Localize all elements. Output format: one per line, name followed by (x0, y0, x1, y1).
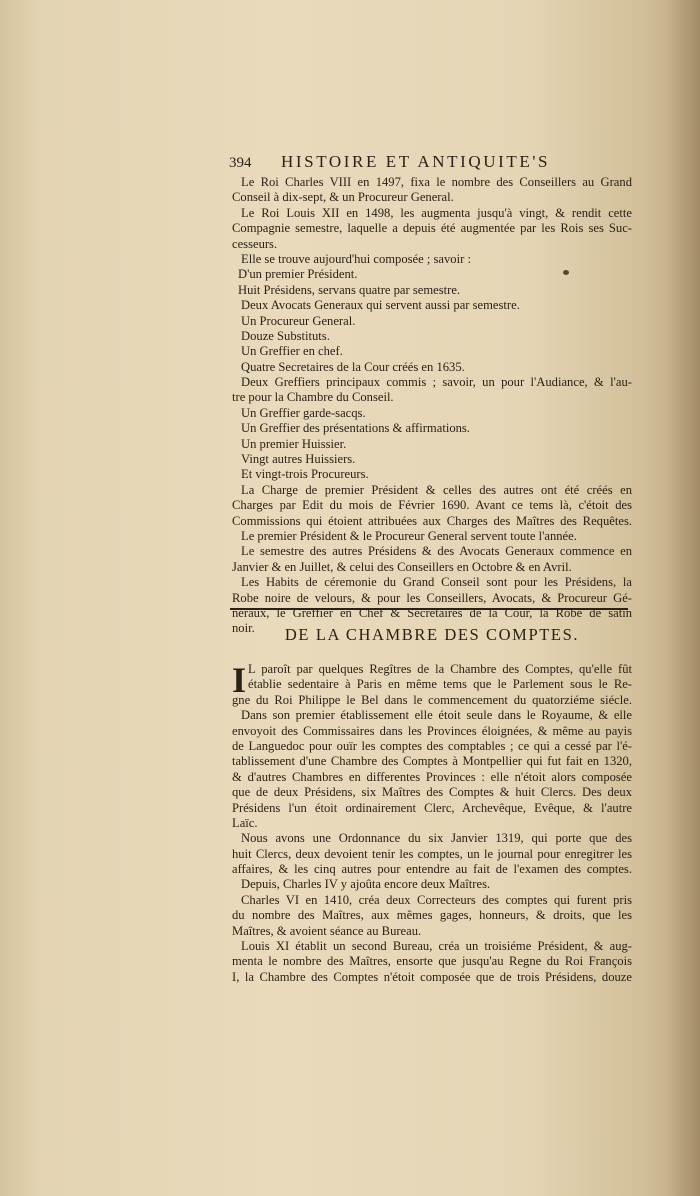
text-line: établie sedentaire à Paris en même tems que le Parlement sous le Re- (248, 677, 632, 692)
lower-rest-lines (232, 693, 632, 985)
text-line: Le semestre des autres Présidens & des Avocats Generaux commence en (241, 544, 632, 559)
text-line: Maîtres, & avoient séance au Bureau. (232, 923, 422, 938)
text-line: Quatre Secretaires de la Cour créés en 1635. (241, 359, 465, 374)
text-line: noir. (232, 621, 255, 636)
text-line: Et vingt-trois Procureurs. (241, 467, 369, 482)
text-line: Depuis, Charles IV y ajoûta encore deux Maîtres. (241, 877, 491, 892)
upper-text-block (232, 175, 632, 637)
text-line: tre pour la Chambre du Conseil. (232, 390, 394, 405)
drop-cap: I (232, 660, 247, 700)
ink-spot (563, 270, 569, 275)
page-number: 394 (229, 155, 252, 171)
lower-text-block (232, 662, 632, 985)
text-line: Un Greffier des présentations & affirmations. (241, 421, 470, 436)
text-line: Vingt autres Huissiers. (241, 452, 356, 467)
text-line: Conseil à dix-sept, & un Procureur General. (232, 190, 454, 205)
text-line: que de deux Présidens, six Maîtres des Comptes & huit Clercs. Des deux (232, 785, 632, 800)
text-line: Huit Présidens, servans quatre par semestre. (238, 282, 461, 297)
text-line: Deux Greffiers principaux commis ; savoir, un pour l'Audiance, & l'au- (241, 375, 632, 390)
text-line: Le Roi Charles VIII en 1497, fixa le nombre des Conseillers au Grand (241, 175, 632, 189)
text-line: Un Greffier garde-sacqs. (241, 405, 366, 420)
text-line: Deux Avocats Generaux qui servent aussi par semestre. (241, 298, 520, 313)
text-line: D'un premier Président. (238, 267, 358, 282)
text-line: du nombre des Maîtres, aux mêmes gages, honneurs, & droits, que les (232, 908, 632, 923)
text-line: I, la Chambre des Comptes n'étoit composée que de trois Présidens, douze (232, 969, 632, 984)
text-line: Un premier Huissier. (241, 436, 347, 451)
text-line: menta le nombre des Maîtres, ensorte que jusqu'au Regne du Roi François (232, 954, 632, 969)
text-line: Laïc. (232, 815, 258, 830)
text-line: de Languedoc pour ouïr les comptes des comptables ; ce qui a cessé par l'é- (232, 738, 632, 753)
text-line: Le Roi Louis XII en 1498, les augmenta jusqu'à vingt, & rendit cette (241, 205, 632, 220)
text-line: Douze Substituts. (241, 328, 330, 343)
text-line: Elle se trouve aujourd'hui composée ; savoir : (241, 251, 471, 266)
text-line: Dans son premier établissement elle étoit seule dans le Royaume, & elle (241, 708, 632, 723)
text-line: Un Procureur General. (241, 313, 356, 328)
text-line: Nous avons une Ordonnance du six Janvier 1319, qui porte que des (241, 831, 632, 846)
text-line: envoyoit des Commissaires dans les Provinces éloignées, & même au payis (232, 723, 632, 738)
text-line: Compagnie semestre, laquelle a depuis été augmentée par les Rois ses Suc- (232, 221, 632, 236)
text-line: Robe noire de velours, & pour les Conseillers, Avocats, & Procureur Gé- (232, 590, 632, 605)
page-header (229, 152, 629, 176)
text-line: huit Clercs, deux devoient tenir les comptes, un le journal pour enregitrer les (232, 846, 632, 861)
text-line: Présidens l'un étoit ordinairement Clerc, Archevêque, Evêque, & l'autre (232, 800, 632, 815)
text-line: neraux, le Greffier en Chef & Secretaires de la Cour, la Robe de satin (232, 605, 632, 620)
section-title: DE LA CHAMBRE DES COMPTES. (284, 625, 580, 644)
text-line: Charles VI en 1410, créa deux Correcteurs des comptes qui furent pris (241, 892, 632, 907)
text-line: & d'autres Chambres en differentes Provinces : elle n'étoit alors composée (232, 769, 632, 784)
text-line: gne du Roi Philippe le Bel dans le commencement du quatorziéme siécle. (232, 692, 632, 707)
text-line: L paroît par quelques Regîtres de la Chambre des Comptes, qu'elle fût (248, 662, 632, 676)
section-divider (230, 608, 628, 610)
text-line: Le premier Président & le Procureur General servent toute l'année. (241, 528, 577, 543)
text-line: La Charge de premier Président & celles des autres ont été créés en (241, 482, 632, 497)
text-line: Louis XI établit un second Bureau, créa un troisiéme Président, & aug- (241, 939, 632, 954)
text-line: tablissement d'une Chambre des Comptes à Montpellier qui fut fait en 1320, (232, 754, 632, 769)
text-line: Un Greffier en chef. (241, 344, 343, 359)
text-line: cesseurs. (232, 236, 278, 251)
text-line: Charges par Edit du mois de Février 1690. Avant ce tems là, c'étoit des (232, 498, 632, 513)
text-line: Commissions qui étoient attribuées aux Charges des Maîtres des Requêtes. (232, 513, 632, 528)
text-line: Les Habits de céremonie du Grand Conseil sont pour les Présidens, la (241, 575, 632, 590)
text-line: affaires, & les cinq autres pour entendre au fait de l'examen des comptes. (232, 862, 632, 877)
text-line: Janvier & en Juillet, & celui des Conseillers en Octobre & en Avril. (232, 559, 572, 574)
running-title: HISTOIRE ET ANTIQUITE'S (281, 152, 551, 171)
